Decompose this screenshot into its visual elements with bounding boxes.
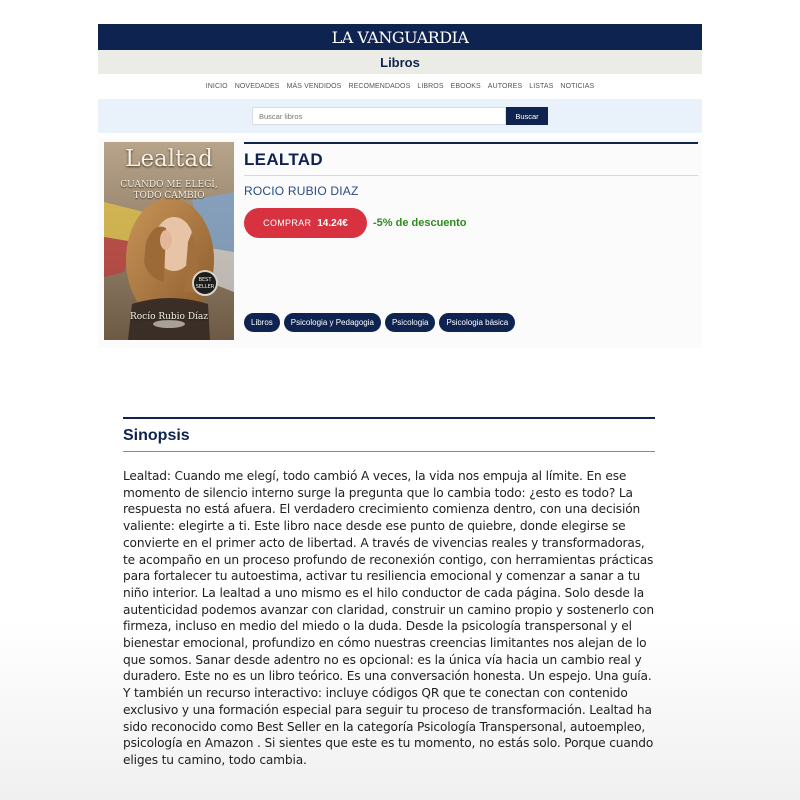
tag-libros[interactable]: Libros	[244, 313, 280, 332]
book-title: LEALTAD	[244, 150, 323, 169]
synopsis	[123, 417, 655, 769]
title-divider	[244, 175, 698, 176]
section-bar	[98, 50, 702, 74]
cover-author: Rocío Rubio Díaz	[129, 312, 209, 322]
nav-item-novedades[interactable]: NOVEDADES	[234, 83, 280, 90]
nav-item-recomendados[interactable]: RECOMENDADOS	[348, 83, 411, 90]
search-button[interactable]: Buscar	[506, 107, 548, 125]
nav-item-autores[interactable]: AUTORES	[487, 83, 523, 90]
title-rule	[244, 142, 698, 144]
seal-top: BEST	[198, 277, 212, 283]
search-bar	[98, 99, 702, 133]
tag-psicologia-basica[interactable]: Psicologia básica	[439, 313, 515, 332]
buy-row	[244, 208, 698, 238]
seal-bottom: SELLER	[195, 284, 215, 290]
cover-subtitle-1: CUANDO ME ELEGÍ,	[120, 180, 218, 190]
bestseller-seal	[192, 270, 218, 296]
nav-item-listas[interactable]: LISTAS	[529, 83, 554, 90]
buy-button[interactable]	[244, 208, 367, 238]
category-tags	[244, 313, 515, 332]
book-info	[244, 142, 698, 327]
nav-item-libros[interactable]: LIBROS	[417, 83, 444, 90]
brand-logo[interactable]: LA VANGUARDIA	[331, 27, 469, 47]
masthead	[98, 24, 702, 50]
buy-price: 14.24€	[317, 217, 348, 229]
nav-item-mas-vendidos[interactable]: MÁS VENDIDOS	[286, 83, 342, 90]
synopsis-title: Sinopsis	[123, 427, 190, 444]
synopsis-section	[0, 400, 800, 800]
synopsis-divider	[123, 451, 655, 452]
cover-title: Lealtad	[125, 146, 213, 172]
cover-subtitle-2: TODO CAMBIÓ	[133, 191, 205, 201]
synopsis-text: Lealtad: Cuando me elegí, todo cambió A veces, la vida nos empuja al límite. En ese momento de silencio interno surge la pregunta que lo cambia todo: ¿esto es todo? La respuesta no está afuera. El verdadero crecimiento comienza dentro, con una decisión valiente: elegirte a ti. Este libro nace desde ese punto de quiebre, donde elegirse se convierte en el primer acto de libertad. A través de vivencias reales y transformadoras, te acompaño en un proceso profundo de reconexión contigo, con herramientas prácticas para fortalecer tu autoestima, activar tu resiliencia emocional y comenzar a sanar a tu niño interior. La lealtad a uno mismo es el hilo conductor de cada página. Solo desde la autenticidad podemos avanzar con claridad, construir un camino propio y sostenerlo con firmeza, incluso en medio del miedo o la duda. Desde la psicología transpersonal y el bienestar emocional, profundizo en cómo nuestras creencias limitantes nos alejan de lo que somos. Sanar desde adentro no es opcional: es la única vía hacia un cambio real y duradero. Este no es un libro teórico. Es una conversación honesta. Un espejo. Una guía. Y también un recurso interactivo: incluye códigos QR que te conectan con contenido exclusivo y una formación especial para seguir tu proceso de transformación. Lealtad ha sido reconocido como Best Seller en la categoría Psicología Transpersonal, autoempleo, psicología en Amazon . Si sientes que este es tu momento, no estás solo. Porque cuando eliges tu camino, todo cambia.	[123, 469, 654, 767]
nav-item-ebooks[interactable]: EBOOKS	[450, 83, 481, 90]
book-author[interactable]: ROCIO RUBIO DIAZ	[244, 184, 359, 198]
section-title[interactable]: Libros	[380, 54, 420, 70]
site-header	[98, 24, 702, 133]
nav-item-inicio[interactable]: INICIO	[205, 83, 228, 90]
synopsis-rule	[123, 417, 655, 419]
book-panel	[98, 138, 702, 348]
buy-label: COMPRAR	[263, 218, 312, 228]
discount-label: -5% de descuento	[373, 217, 467, 229]
main-nav	[98, 74, 702, 99]
book-cover[interactable]	[104, 142, 234, 340]
nav-item-noticias[interactable]: NOTICIAS	[560, 83, 595, 90]
tag-psicologia-pedagogia[interactable]: Psicologia y Pedagogia	[284, 313, 381, 332]
search-input[interactable]	[252, 107, 506, 125]
tag-psicologia[interactable]: Psicologia	[385, 313, 435, 332]
